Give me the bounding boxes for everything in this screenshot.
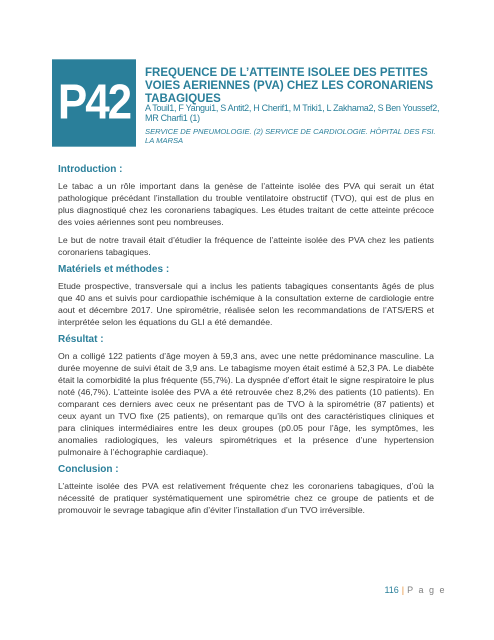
page-label: P a g e [407,585,446,595]
section-methods [58,264,434,328]
page-number: 116 [384,585,399,595]
paragraph: On a colligé 122 patients d’âge moyen à 59,3 ans, avec une nette prédominance masculine. La durée moyenne de suivi était de 3,9 ans. Le tabagisme moyen était estimé à 52,3 PA. Le diabète était la comorbidité la plus fréquente (55,7%). La dyspnée d’effort était le signe respiratoire le plus noté (46,7%). L’atteinte isolée des PVA a été retrouvée chez 8,2% des patients (10 patients). En comparant ces derniers avec ceux ne présentant pas de TVO à la spirométrie (87 patients) et ceux ayant un TVO fixe (25 patients), on remarque qu’ils ont des caractéristiques cliniques et para cliniques intermédiaires entre les deux groupes (p0.05 pour l’âge, les symptômes, les anomalies radiologiques, les valeurs spirométriques et la présence d’une hypertension pulmonaire à l’échographie cardiaque). [58,351,434,457]
footer-separator: | [401,585,405,595]
affiliation-line: SERVICE DE PNEUMOLOGIE. (2) SERVICE DE CARDIOLOGIE. HÔPITAL DES FSI. LA MARSA [145,127,436,145]
section-heading: Résultat : [58,334,104,345]
section-heading: Conclusion : [58,464,119,475]
poster-number-badge: P42 [52,59,136,146]
section-heading: Introduction : [58,164,123,175]
paragraph: Etude prospective, transversale qui a inclus les patients tabagiques consentants âgés de plus que 40 ans et suivis pour cardiopathie ischémique à la consultation externe de cardiologie entre aout et décembre 2017. Une spirométrie, réalisée selon les recommandations de l’ATS/ERS et interprétée selon les équations du GLI a été demandée. [58,281,434,327]
authors-line: A Touil1, F Yangui1, S Antit2, H Cherif1, M Triki1, L Zakhama2, S Ben Youssef2, MR Charfi1 (1) [145,103,440,123]
paragraph: Le tabac a un rôle important dans la genèse de l’atteinte isolée des PVA qui serait un état pathologique précédant l’installation du trouble ventilatoire obstructif (TVO), qui est de plus en plus diagnostiqué chez les coronariens tabagiques. Les études traitant de cette atteinte précoce des voies aériennes sont peu nombreuses. [58,181,434,227]
paragraph: L’atteinte isolée des PVA est relativement fréquente chez les coronariens tabagiques, d’où la nécessité de pratiquer systématiquement une spirométrie chez ce groupe de patients et de promouvoir le sevrage tabagique afin d’éviter l’installation d’un TVO irréversible. [58,481,434,515]
paragraph: Le but de notre travail était d’étudier la fréquence de l’atteinte isolée des PVA chez les patients coronariens tabagiques. [58,235,434,257]
section-heading: Matériels et méthodes : [58,264,170,275]
abstract-title: FREQUENCE DE L’ATTEINTE ISOLEE DES PETITES VOIES AERIENNES (PVA) CHEZ LES CORONARIENS TABAGIQUES [145,67,434,105]
section-introduction [58,164,434,258]
section-results [58,334,434,458]
section-conclusion [58,464,434,516]
page-footer [384,585,446,595]
abstract-body [58,164,434,522]
